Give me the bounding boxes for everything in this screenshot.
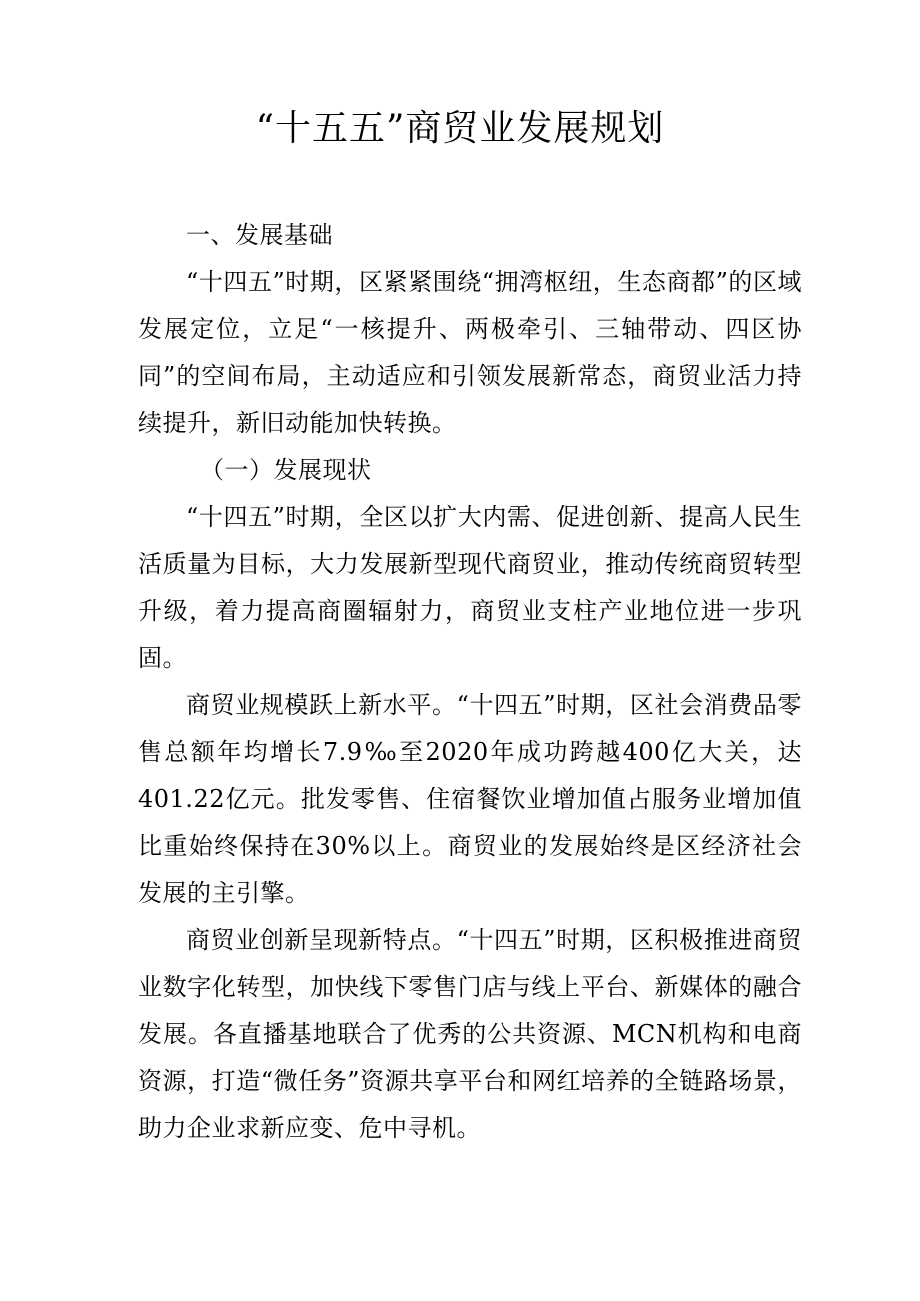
document-body — [138, 212, 802, 1152]
subsection-heading-current-status: （一）发展现状 — [200, 456, 372, 484]
paragraph-current-status: “十四五”时期，全区以扩大内需、促进创新、提高人民生活质量为目标，大力发展新型现代商贸业，推动传统商贸转型升级，着力提高商圈辐射力，商贸业支柱产业地位进一步巩固。 — [138, 503, 802, 672]
paragraph-innovation: 商贸业创新呈现新特点。“十四五”时期，区积极推进商贸业数字化转型，加快线下零售门店与线上平台、新媒体的融合发展。各直播基地联合了优秀的公共资源、MCN机构和电商资源，打造“微任务”资源共享平台和网红培养的全链路场景，助力企业求新应变、危中寻机。 — [138, 926, 802, 1142]
page-title: “十五五”商贸业发展规划 — [255, 108, 665, 149]
paragraph-scale: 商贸业规模跃上新水平。“十四五”时期，区社会消费品零售总额年均增长7.9‰至2020年成功跨越400亿大关，达401.22亿元。批发零售、住宿餐饮业增加值占服务业增加值比重始终保持在30%以上。商贸业的发展始终是区经济社会发展的主引擎。 — [138, 691, 802, 907]
paragraph-intro: “十四五”时期，区紧紧围绕“拥湾枢纽，生态商都”的区域发展定位，立足“一核提升、两极牵引、三轴带动、四区协同”的空间布局，主动适应和引领发展新常态，商贸业活力持续提升，新旧动能加快转换。 — [138, 268, 802, 437]
section-heading-development-basis: 一、发展基础 — [186, 221, 333, 249]
